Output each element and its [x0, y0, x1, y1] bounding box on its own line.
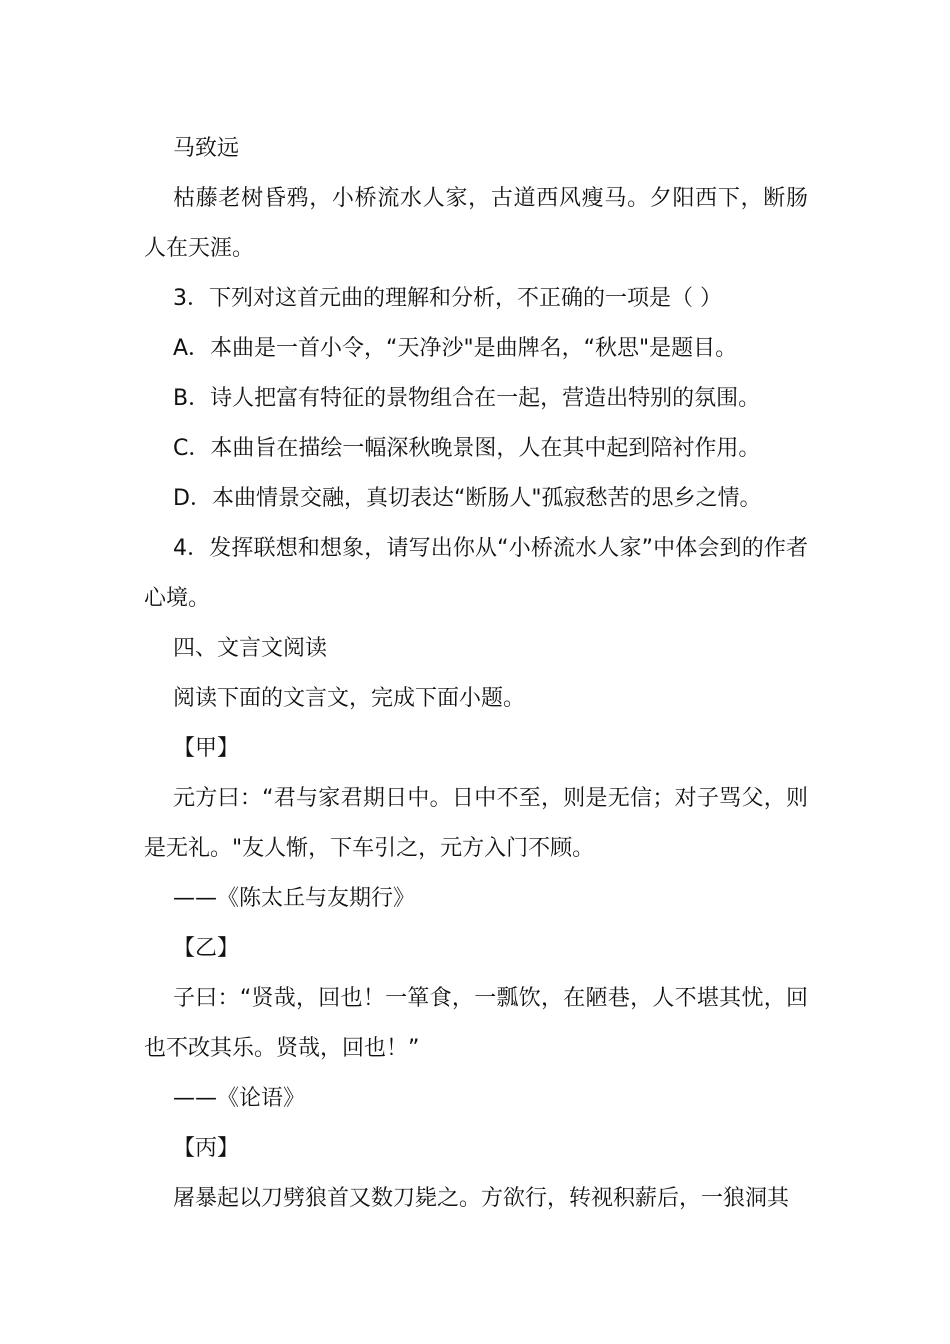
section-heading: 四、文言文阅读	[173, 636, 328, 661]
passage-b-text: 子曰：“贤哉，回也！一箪食，一瓢饮，在陋巷，人不堪其忧，回也不改其乐。贤哉，回也！”	[144, 986, 808, 1061]
poem-author: 马致远	[173, 136, 240, 161]
option-a: A．本曲是一首小令，“天净沙"是曲牌名，“秋思"是题目。	[173, 336, 738, 361]
section-instruction: 阅读下面的文言文，完成下面小题。	[173, 686, 526, 711]
passage-a-label: 【甲】	[173, 736, 240, 761]
passage-b-label: 【乙】	[173, 936, 240, 961]
passage-c-text: 屠暴起以刀劈狼首又数刀毙之。方欲行，转视积薪后，一狼洞其	[173, 1186, 790, 1211]
option-b: B．诗人把富有特征的景物组合在一起，营造出特别的氛围。	[173, 386, 761, 411]
option-c: C．本曲旨在描绘一幅深秋晚景图，人在其中起到陪衬作用。	[173, 436, 761, 461]
document-body	[144, 124, 808, 1224]
passage-a-text: 元方曰：“君与家君期日中。日中不至，则是无信；对子骂父，则是无礼。"友人惭，下车引之，元方入门不顾。	[144, 786, 808, 861]
poem-text: 枯藤老树昏鸦，小桥流水人家，古道西风瘦马。夕阳西下，断肠人在天涯。	[144, 186, 808, 261]
question-4: 4．发挥联想和想象，请写出你从“小桥流水人家”中体会到的作者心境。	[144, 536, 808, 611]
passage-b-source: ——《论语》	[173, 1086, 306, 1111]
passage-c-label: 【丙】	[173, 1136, 240, 1161]
question-3: 3．下列对这首元曲的理解和分析，不正确的一项是（ ）	[173, 286, 722, 311]
option-d: D．本曲情景交融，真切表达“断肠人"孤寂愁苦的思乡之情。	[173, 486, 762, 511]
passage-a-source: ——《陈太丘与友期行》	[173, 886, 416, 911]
